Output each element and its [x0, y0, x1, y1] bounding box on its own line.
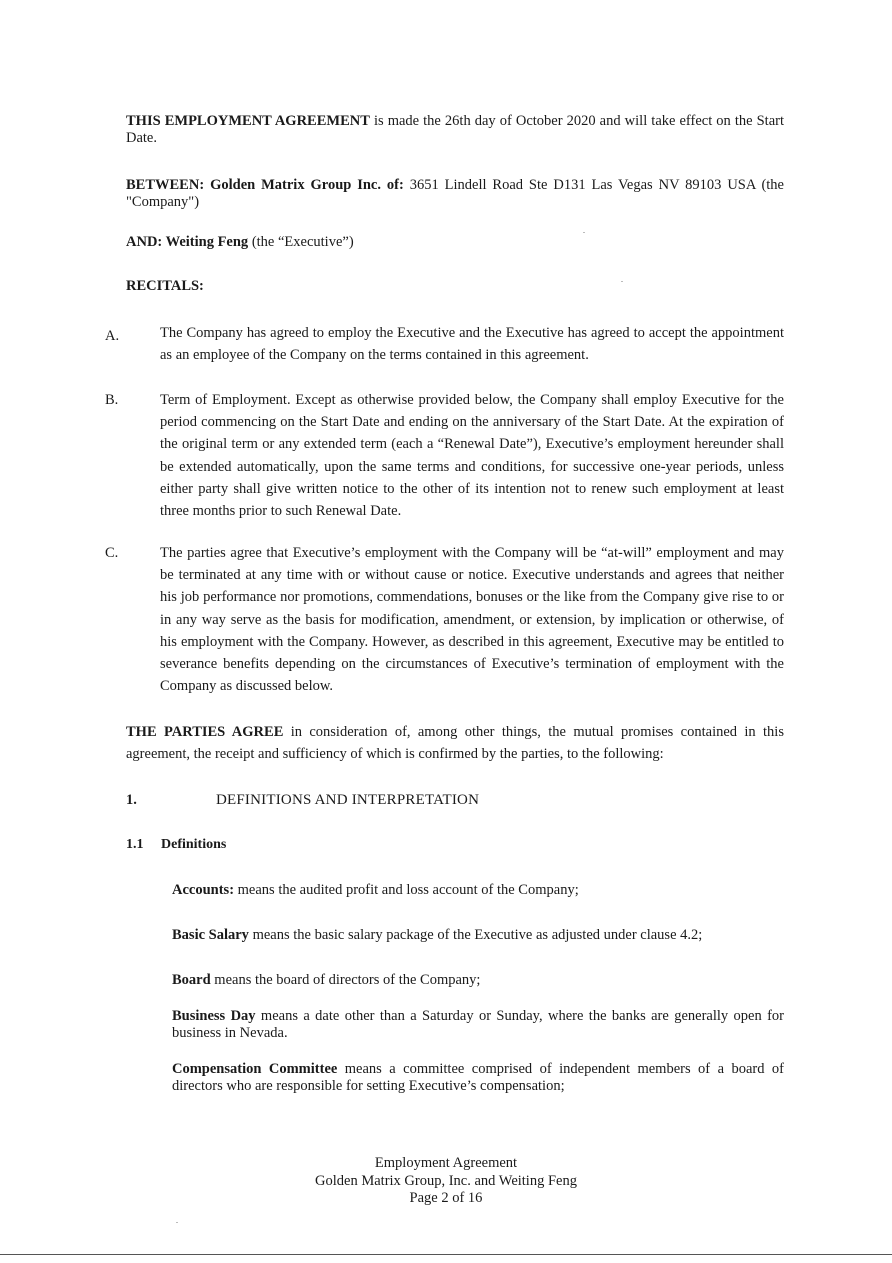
- and-party: [126, 231, 784, 253]
- and-label: AND:: [126, 234, 163, 250]
- parties-agree: [126, 721, 784, 765]
- recital-text: The parties agree that Executive’s employment with the Company will be “at-will” employment and may be terminated at any time with or without cause or notice. Executive understands and agrees that neither his job performance nor promotions, commendations, bonuses or the like from the Company give rise to or in any way serve as the basis for modification, amendment, or extension, by implication or otherwise, of his employment with the Company. However, as described in this agreement, Executive may be entitled to severance benefits depending on the circumstances of Executive’s termination of employment with the Company as discussed below.: [160, 545, 784, 695]
- recital-letter: A.: [105, 328, 120, 344]
- scan-speck: [176, 1222, 178, 1223]
- page-footer: [296, 1155, 596, 1208]
- agreement-intro-text: is made the 26th day of October 2020 and will take effect on the Start Date.: [126, 113, 784, 146]
- agreement-intro: [126, 113, 784, 147]
- definition-item: [172, 879, 784, 901]
- page-number: Page 2 of 16: [409, 1190, 483, 1206]
- definition-term: Accounts:: [172, 882, 235, 898]
- footer-title: Employment Agreement: [374, 1155, 518, 1171]
- agreement-title: THIS EMPLOYMENT AGREEMENT: [126, 113, 370, 129]
- subsection-title: Definitions: [161, 837, 227, 852]
- definition-text: means the basic salary package of the Executive as adjusted under clause 4.2;: [248, 927, 703, 943]
- executive-name: Weiting Feng: [162, 234, 249, 250]
- parties-agree-label: THE PARTIES AGREE: [126, 724, 284, 740]
- recitals-heading: RECITALS:: [126, 278, 204, 294]
- definition-term: Business Day: [172, 1008, 256, 1024]
- subsection-number: 1.1: [126, 837, 144, 852]
- section-title: DEFINITIONS AND INTERPRETATION: [216, 792, 480, 808]
- company-name: Golden Matrix Group Inc. of:: [204, 177, 404, 193]
- definition-text: means a date other than a Saturday or Sunday, where the banks are generally open for business in Nevada.: [172, 1008, 784, 1041]
- between-party: [126, 177, 784, 211]
- definition-text: means the audited profit and loss account of the Company;: [234, 882, 579, 898]
- scan-speck: [583, 232, 585, 233]
- company-address: 3651 Lindell Road Ste D131 Las Vegas NV 89103 USA (the "Company"): [126, 177, 784, 210]
- definition-item: [172, 969, 784, 991]
- bottom-scan-edge: [0, 1254, 892, 1255]
- executive-role: (the “Executive”): [248, 234, 354, 250]
- definition-text: means a committee comprised of independent members of a board of directors who are responsible for setting Executive’s compensation;: [172, 1061, 784, 1094]
- definition-term: Basic Salary: [172, 927, 249, 943]
- between-label: BETWEEN:: [126, 177, 205, 193]
- recital-letter: C.: [105, 545, 119, 561]
- definition-item: [172, 1061, 784, 1095]
- section-number: 1.: [126, 792, 137, 808]
- recital-text: The Company has agreed to employ the Executive and the Executive has agreed to accept the appointment as an employee of the Company on the terms contained in this agreement.: [160, 325, 784, 364]
- recital-letter: B.: [105, 392, 119, 408]
- definition-term: Board: [172, 972, 211, 988]
- definition-term: Compensation Committee: [172, 1061, 338, 1077]
- definition-item: [172, 924, 784, 946]
- definition-text: means the board of directors of the Company;: [210, 972, 481, 988]
- footer-parties: Golden Matrix Group, Inc. and Weiting Feng: [315, 1172, 577, 1189]
- scan-speck: [621, 281, 623, 282]
- recital-text: Term of Employment. Except as otherwise provided below, the Company shall employ Executive for the period commencing on the Start Date and ending on the anniversary of the Start Date. At the expiration of the original term or any extended term (each a “Renewal Date”), Executive’s employment hereunder shall be extended automatically, upon the same terms and conditions, for successive one-year periods, unless either party shall give written notice to the other of its intention not to renew such employment at least three months prior to such Renewal Date.: [160, 392, 784, 520]
- definition-item: [172, 1008, 784, 1042]
- parties-agree-text: in consideration of, among other things, the mutual promises contained in this agreement, the receipt and sufficiency of which is confirmed by the parties, to the following:: [126, 724, 784, 762]
